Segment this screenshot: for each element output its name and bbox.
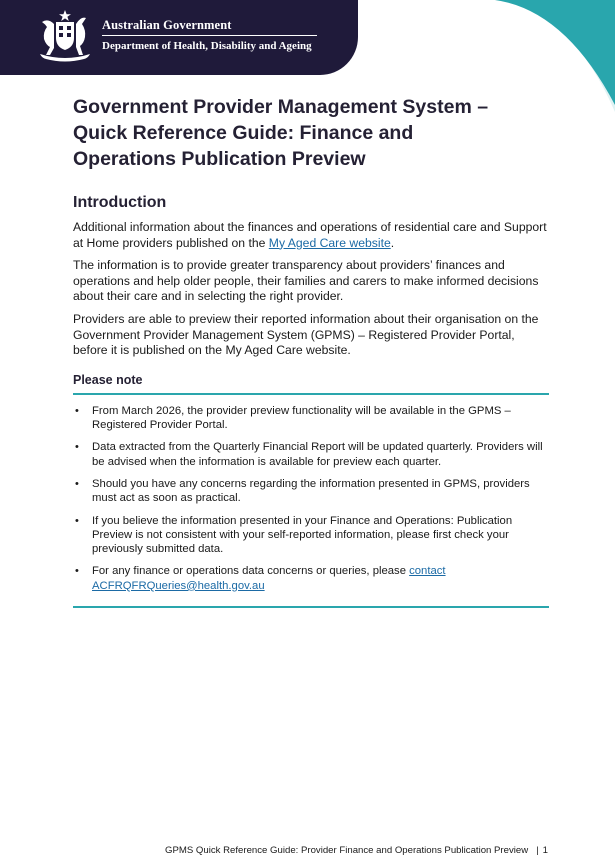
intro-paragraph-1-end: .: [390, 235, 395, 250]
department-name: Department of Health, Disability and Ageing: [102, 40, 312, 52]
title-line-3: Operations Publication Preview: [73, 148, 366, 170]
page-footer: [128, 845, 548, 856]
list-item: [73, 440, 549, 469]
coat-of-arms-icon: [32, 8, 98, 64]
list-item-text: If you believe the information presented in your Finance and Operations: Publication Preview is not consistent with your self-reported information, please first check your previously submitted data.: [92, 514, 513, 556]
list-item: [73, 514, 549, 557]
intro-paragraph-1-text: Additional information about the finances and operations of residential care and Support at Home providers published on the: [73, 220, 547, 250]
footer-separator: |: [536, 845, 539, 856]
contact-email-link[interactable]: contact ACFRQFRQueries@health.gov.au: [92, 565, 446, 592]
list-item-text: From March 2026, the provider preview functionality will be available in the GPMS – Registered Provider Portal.: [92, 404, 511, 432]
document-body: [73, 94, 551, 608]
title-line-1: Government Provider Management System –: [73, 96, 489, 118]
bullet-icon: •: [75, 565, 79, 578]
government-name: Australian Government: [102, 18, 232, 32]
please-note-heading: Please note: [73, 372, 143, 387]
bullet-icon: •: [75, 514, 79, 527]
intro-paragraph-3: Providers are able to preview their reported information about their organisation on the Government Provider Management System (GPMS) – Registered Provider Portal, before it is published on the My Aged Care website.: [73, 311, 539, 358]
bullet-icon: •: [75, 441, 79, 454]
list-item: [73, 404, 549, 433]
my-aged-care-link[interactable]: My Aged Care website: [268, 235, 391, 250]
list-item-text: Should you have any concerns regarding the information presented in GPMS, providers must act as soon as practical.: [92, 477, 530, 505]
header-divider: [102, 35, 317, 36]
footer-title: GPMS Quick Reference Guide: Provider Finance and Operations Publication Preview: [165, 845, 529, 856]
please-note-box: [73, 393, 549, 608]
list-item: [73, 477, 549, 506]
intro-paragraph-2: The information is to provide greater transparency about providers’ finances and operations and help older people, their families and carers to make informed decisions about their care and in selecting the right provider.: [73, 258, 539, 304]
government-header-band: [0, 0, 358, 75]
list-item-text: For any finance or operations data concerns or queries, please: [92, 565, 410, 578]
please-note-list: [73, 404, 549, 593]
bullet-icon: •: [75, 404, 79, 417]
document-title: [73, 94, 551, 172]
title-line-2: Quick Reference Guide: Finance and: [73, 122, 414, 144]
page-number: 1: [542, 845, 548, 856]
list-item: [73, 564, 549, 593]
list-item-text: Data extracted from the Quarterly Financial Report will be updated quarterly. Providers will be advised when the information is available for preview each quarter.: [92, 441, 543, 468]
introduction-heading: Introduction: [73, 194, 167, 211]
bullet-icon: •: [75, 477, 79, 490]
intro-paragraph-1: [73, 220, 551, 251]
